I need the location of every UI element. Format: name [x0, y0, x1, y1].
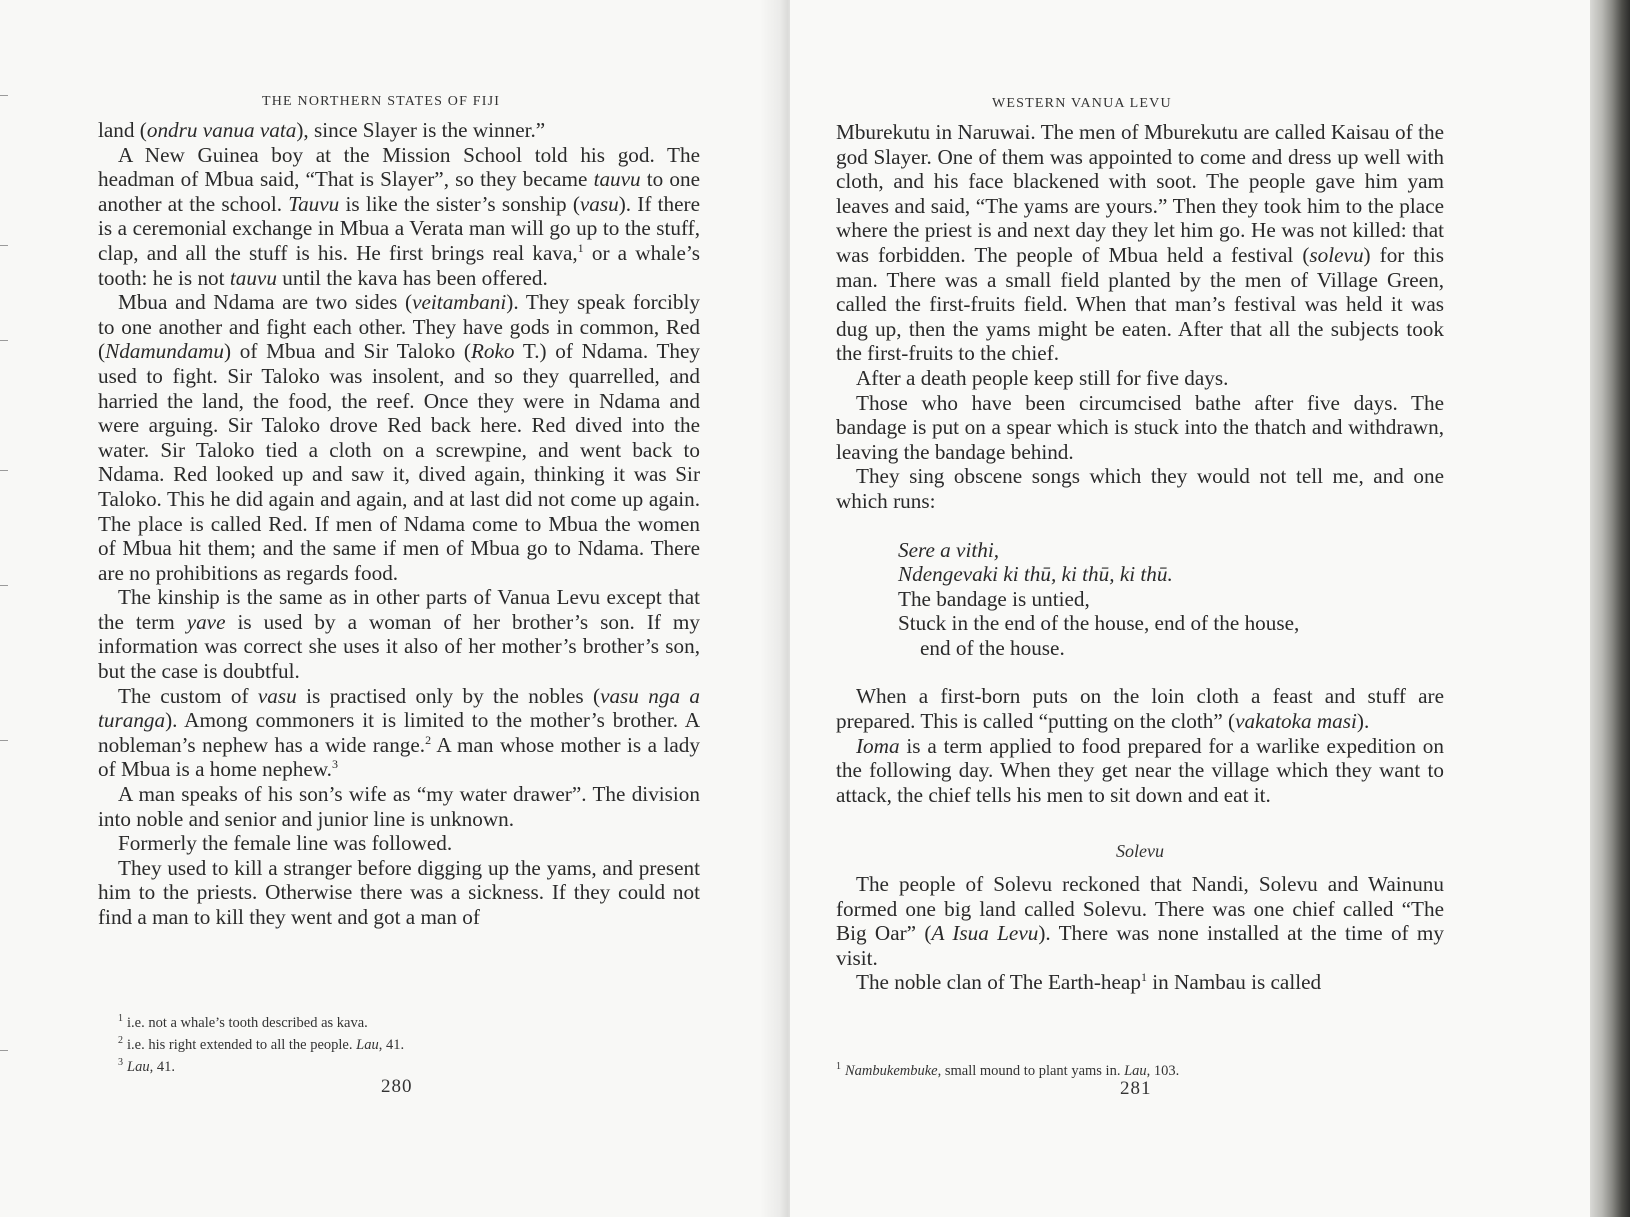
right-paragraph: After a death people keep still for five days. [856, 365, 1229, 390]
right-body-text [836, 120, 1444, 995]
left-paragraph: The kinship is the same as in other parts of Vanua Levu except that the term yave is used by a woman of her brother’s son. If my information was correct she uses it also of her mother’s brother’s son, but the case is doubtful. [98, 585, 700, 684]
left-footnote: $^2$ i.e. his right extended to all the people. Lau, 41. [118, 1034, 405, 1053]
left-footnote: $^3$ Lau, 41. [118, 1056, 175, 1075]
verse-english-line-3: end of the house. [920, 635, 1065, 660]
verse-fijian-line-1: Sere a vithi, [898, 537, 1000, 562]
right-paragraph: When a first-born puts on the loin cloth a feast and stuff are prepared. This is called “putting on the cloth” (vakatoka masi). [836, 684, 1444, 734]
section-heading-solevu: Solevu [1116, 841, 1164, 862]
left-paragraph: land (ondru vanua vata), since Slayer is the winner.” [98, 118, 546, 142]
right-footnotes [836, 1058, 1436, 1080]
song-verse [898, 538, 1444, 661]
left-paragraph: Mbua and Ndama are two sides (veitambani). They speak forcibly to one another and fight each other. They have gods in common, Red (Ndamundamu) of Mbua and Sir Taloko (Roko T.) of Ndama. They used to fight. Sir Taloko was insolent, and so they quarrelled, and harried the land, the food, the reef. Once they were in Ndama and were arguing. Sir Taloko drove Red back here. Red dived into the water. Sir Taloko tied a cloth on a screwpine, and went back to Ndama. Red looked up and saw it, dived again, thinking it was Sir Taloko. This he did again and again, and at last did not come up again. The place is called Red. If men of Ndama come to Mbua the women of Mbua hit them; and the same if men of Mbua go to Ndama. There are no prohibitions as regards food. [98, 290, 700, 585]
right-footnote: $^1$ Nambukembuke, small mound to plant yams in. Lau, 103. [836, 1061, 1180, 1079]
left-page-number: 280 [381, 1076, 413, 1097]
left-paragraph: The custom of vasu is practised only by the nobles (vasu nga a turanga). Among commoners it is limited to the mother’s brother. A nobleman’s nephew has a wide range.$^2$ A man whose mother is a lady of Mbua is a home nephew.$^3$ [98, 683, 701, 782]
right-paragraph: Mburekutu in Naruwai. The men of Mburekutu are called Kaisau of the god Slayer. One of them was appointed to come and dress up well with cloth, and his face blackened with soot. The people gave him yam leaves and said, “The yams are yours.” Then they took him to the place where the priest is and next day they let him go. He was not killed: that was forbidden. The people of Mbua held a festival (solevu) for this man. There was a small field planted by the men of Village Green, called the first-fruits field. When that man’s festival was held it was dug up, then the yams might be eaten. After that all the subjects took the first-fruits to the chief. [836, 120, 1445, 366]
left-footnotes [118, 1010, 638, 1075]
right-paragraph: The noble clan of The Earth-heap$^1$ in Nambau is called [856, 970, 1322, 995]
left-running-head: THE NORTHERN STATES OF FIJI [262, 94, 501, 109]
right-paragraph: They sing obscene songs which they would not tell me, and one which runs: [836, 464, 1444, 513]
left-paragraph: They used to kill a stranger before digging up the yams, and present him to the priests. Otherwise there was a sickness. If they could not find a man to kill they went and got a man of [98, 855, 700, 929]
right-paragraph: The people of Solevu reckoned that Nandi, Solevu and Wainunu formed one big land called Solevu. There was one chief called “The Big Oar” (A Isua Levu). There was none installed at the time of my visit. [836, 872, 1444, 970]
left-body-text [98, 118, 700, 930]
right-paragraph: Ioma is a term applied to food prepared for a warlike expedition on the following day. When they get near the village which they want to attack, the chief tells his men to sit down and eat it. [836, 733, 1444, 807]
right-paragraph: Those who have been circumcised bathe after five days. The bandage is put on a spear which is stuck into the thatch and withdrawn, leaving the bandage behind. [836, 390, 1444, 464]
right-running-head: WESTERN VANUA LEVU [992, 96, 1172, 111]
left-paragraph: Formerly the female line was followed. [118, 831, 453, 856]
page-edge-shadow [1590, 0, 1630, 1217]
verse-english-line-2: Stuck in the end of the house, end of the house, [898, 611, 1300, 636]
right-paragraphs-after-verse [836, 684, 1444, 807]
right-paragraphs-after-heading [836, 872, 1444, 995]
left-paragraph: A man speaks of his son’s wife as “my water drawer”. The division into noble and senior and junior line is unknown. [98, 782, 700, 831]
left-footnote: $^1$ i.e. not a whale’s tooth described as kava. [118, 1013, 368, 1031]
verse-english-line-1: The bandage is untied, [898, 586, 1090, 611]
right-paragraphs-before-verse [836, 120, 1444, 514]
right-page-number: 281 [1120, 1078, 1152, 1099]
left-paragraph: A New Guinea boy at the Mission School told his god. The headman of Mbua said, “That is Slayer”, so they became tauvu to one another at the school. Tauvu is like the sister’s sonship (vasu). If there is a ceremonial exchange in Mbua a Verata man will go up to the stuff, clap, and all the stuff is his. He first brings real kava,$^1$ or a whale’s tooth: he is not tauvu until the kava has been offered. [98, 142, 700, 290]
left-page [0, 0, 790, 1217]
verse-fijian-line-2: Ndengevaki ki thū, ki thū, ki thū. [898, 562, 1173, 587]
right-page [790, 0, 1590, 1217]
